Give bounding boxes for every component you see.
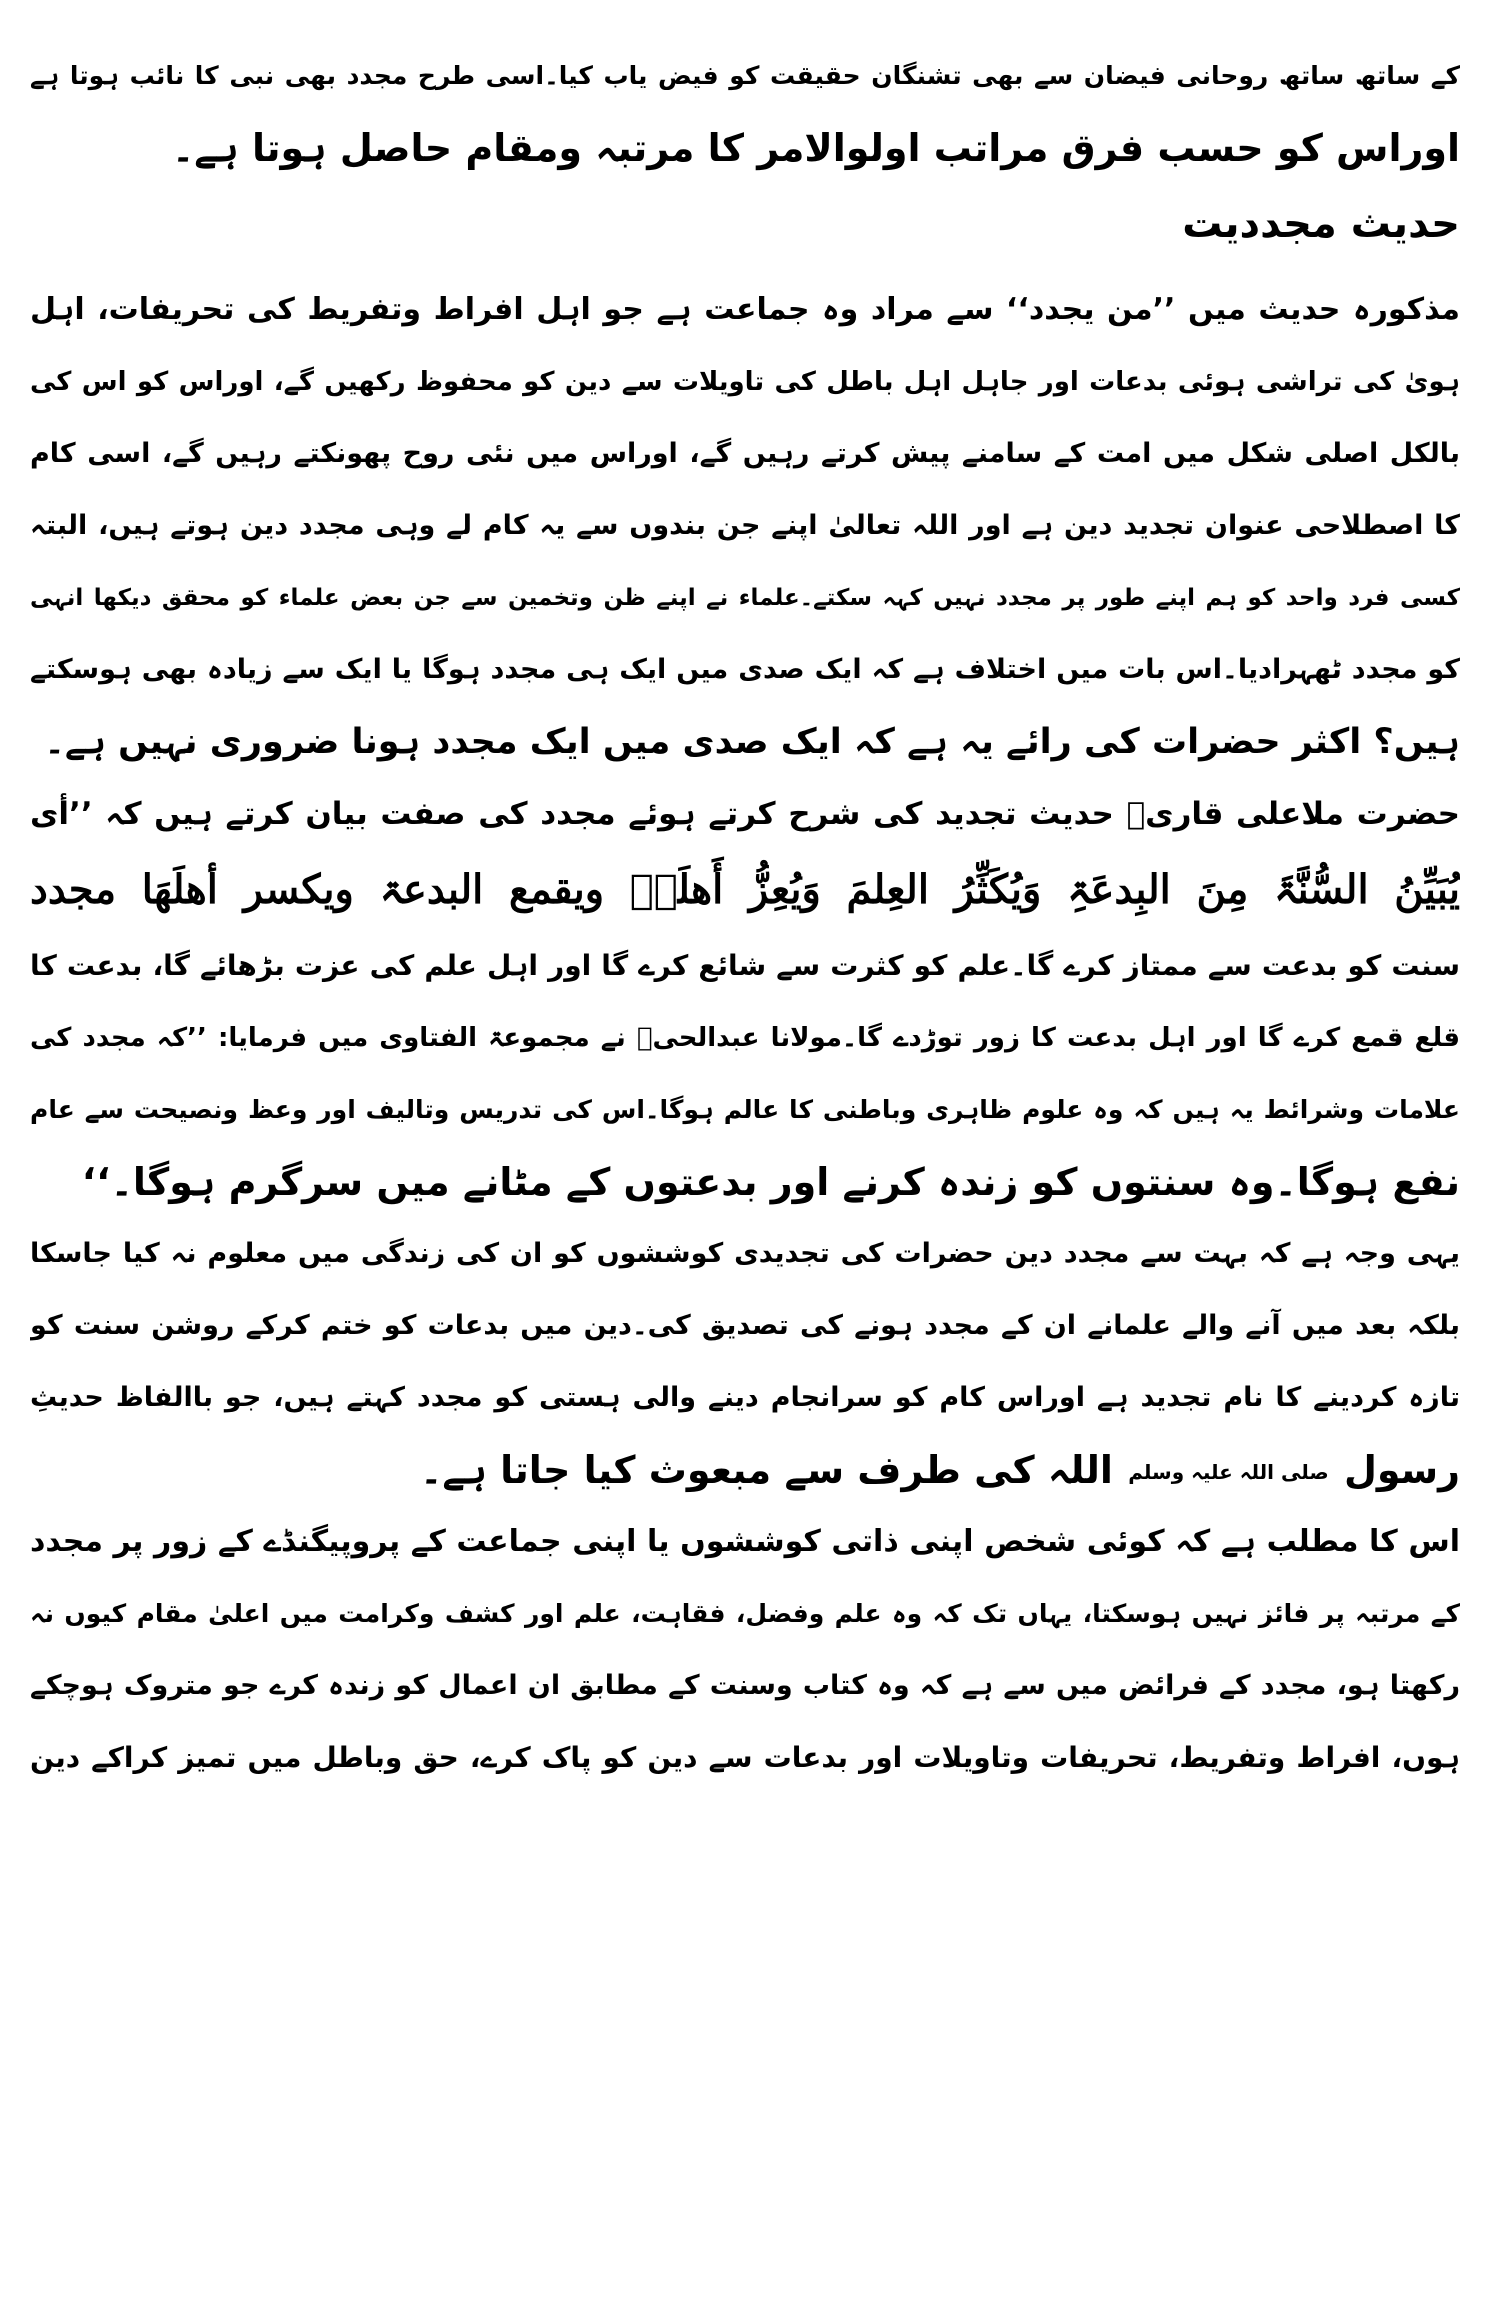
text-line: اوراس کو حسب فرق مراتب اولوالامر کا مرتبہ ومقام حاصل ہوتا ہے۔ <box>171 126 1460 170</box>
text-line: ہوں، افراط وتفریط، تحریفات وتاویلات اور بدعات سے دین کو پاک کرے، حق وباطل میں تمیز کراکے دین <box>30 1741 1460 1774</box>
paragraph-5 <box>30 1218 1460 1506</box>
arabic-quote-line: یُبَیِّنُ السُّنَّۃَ مِنَ البِدعَۃِ وَیُکَثِّرُ العِلمَ وَیُعِزُّ أَھلَہٗ ویقمع البدعۃ ویکسر أھلَھَا مجدد <box>30 866 1460 913</box>
text-line: کسی فرد واحد کو ہم اپنے طور پر مجدد نہیں کہہ سکتے۔علماء نے اپنے ظن وتخمین سے جن بعض علماء کو محقق دیکھا انہی <box>30 585 1460 611</box>
document-page <box>30 40 1460 1794</box>
text-line: مذکورہ حدیث میں ’’من یجدد‘‘ سے مراد وہ جماعت ہے جو اہل افراط وتفریط کی تحریفات، اہل <box>30 292 1460 327</box>
text-fragment: رسول <box>1343 1448 1460 1492</box>
text-line: علامات وشرائط یہ ہیں کہ وہ علوم ظاہری وباطنی کا عالم ہوگا۔اس کی تدریس وتالیف اور وعظ ونصیحت سے عام <box>30 1095 1460 1124</box>
text-line: ہیں؟ اکثر حضرات کی رائے یہ ہے کہ ایک صدی میں ایک مجدد ہونا ضروری نہیں ہے۔ <box>44 722 1460 762</box>
text-line: یہی وجہ ہے کہ بہت سے مجدد دین حضرات کی تجدیدی کوششوں کو ان کی زندگی میں معلوم نہ کیا جاسکا <box>30 1238 1460 1269</box>
paragraph-3 <box>30 778 1460 930</box>
text-line: بالکل اصلی شکل میں امت کے سامنے پیش کرتے رہیں گے، اوراس میں نئی روح پھونکتے رہیں گے، اسی کام <box>30 438 1460 469</box>
text-line: رکھتا ہو، مجدد کے فرائض میں سے ہے کہ وہ کتاب وسنت کے مطابق ان اعمال کو زندہ کرے جو متروک ہوچکے <box>30 1670 1460 1701</box>
honorific-symbol: صلی اللہ علیہ وسلم <box>1126 1436 1331 1506</box>
text-line: بلکہ بعد میں آنے والے علمانے ان کے مجدد ہونے کی تصدیق کی۔دین میں بدعات کو ختم کرکے روشن سنت کو <box>30 1310 1460 1341</box>
text-line: کا اصطلاحی عنوان تجدید دین ہے اور اللہ تعالیٰ اپنے جن بندوں سے یہ کام لے وہی مجدد دین ہوتے ہیں، البتہ <box>30 510 1460 541</box>
text-fragment: اللہ کی طرف سے مبعوث کیا جاتا ہے۔ <box>420 1448 1113 1492</box>
text-line: کے مرتبہ پر فائز نہیں ہوسکتا، یہاں تک کہ وہ علم وفضل، فقاہت، علم اور کشف وکرامت میں اعلیٰ مقام کیوں نہ <box>30 1599 1460 1628</box>
text-line: نفع ہوگا۔وہ سنتوں کو زندہ کرنے اور بدعتوں کے مٹانے میں سرگرم ہوگا۔‘‘ <box>81 1160 1460 1204</box>
paragraph-4 <box>30 930 1460 1218</box>
section-heading: حدیث مجددیت <box>1182 201 1460 247</box>
text-line: سنت کو بدعت سے ممتاز کرے گا۔علم کو کثرت سے شائع کرے گا اور اہل علم کی عزت بڑھائے گا، بدعت کا <box>30 949 1460 982</box>
text-line: ہویٰ کی تراشی ہوئی بدعات اور جاہل اہل باطل کی تاویلات سے دین کو محفوظ رکھیں گے، اوراس کو اس کی <box>30 367 1460 397</box>
text-line <box>30 1434 1460 1506</box>
text-line: قلع قمع کرے گا اور اہل بدعت کا زور توڑدے گا۔مولانا عبدالحیؒ نے مجموعۃ الفتاوی میں فرمایا: ’’کہ مجدد کی <box>30 1023 1460 1053</box>
text-line: کو مجدد ٹھہرادیا۔اس بات میں اختلاف ہے کہ ایک صدی میں ایک ہی مجدد ہوگا یا ایک سے زیادہ بھی ہوسکتے <box>30 654 1460 685</box>
paragraph-1 <box>30 40 1460 184</box>
paragraph-2 <box>30 274 1460 778</box>
text-line: اس کا مطلب ہے کہ کوئی شخص اپنی ذاتی کوششوں یا اپنی جماعت کے پروپیگنڈے کے زور پر مجدد <box>30 1524 1460 1559</box>
paragraph-6 <box>30 1506 1460 1794</box>
text-line: تازہ کردینے کا نام تجدید ہے اوراس کام کو سرانجام دینے والی ہستی کو مجدد کہتے ہیں، جو باالفاظ حدیثِ <box>30 1382 1460 1413</box>
text-line: حضرت ملاعلی قاریؒ حدیث تجدید کی شرح کرتے ہوئے مجدد کی صفت بیان کرتے ہیں کہ ’’أی <box>30 796 1460 832</box>
text-line: کے ساتھ ساتھ روحانی فیضان سے بھی تشنگان حقیقت کو فیض یاب کیا۔اسی طرح مجدد بھی نبی کا نائب ہوتا ہے <box>30 61 1460 90</box>
